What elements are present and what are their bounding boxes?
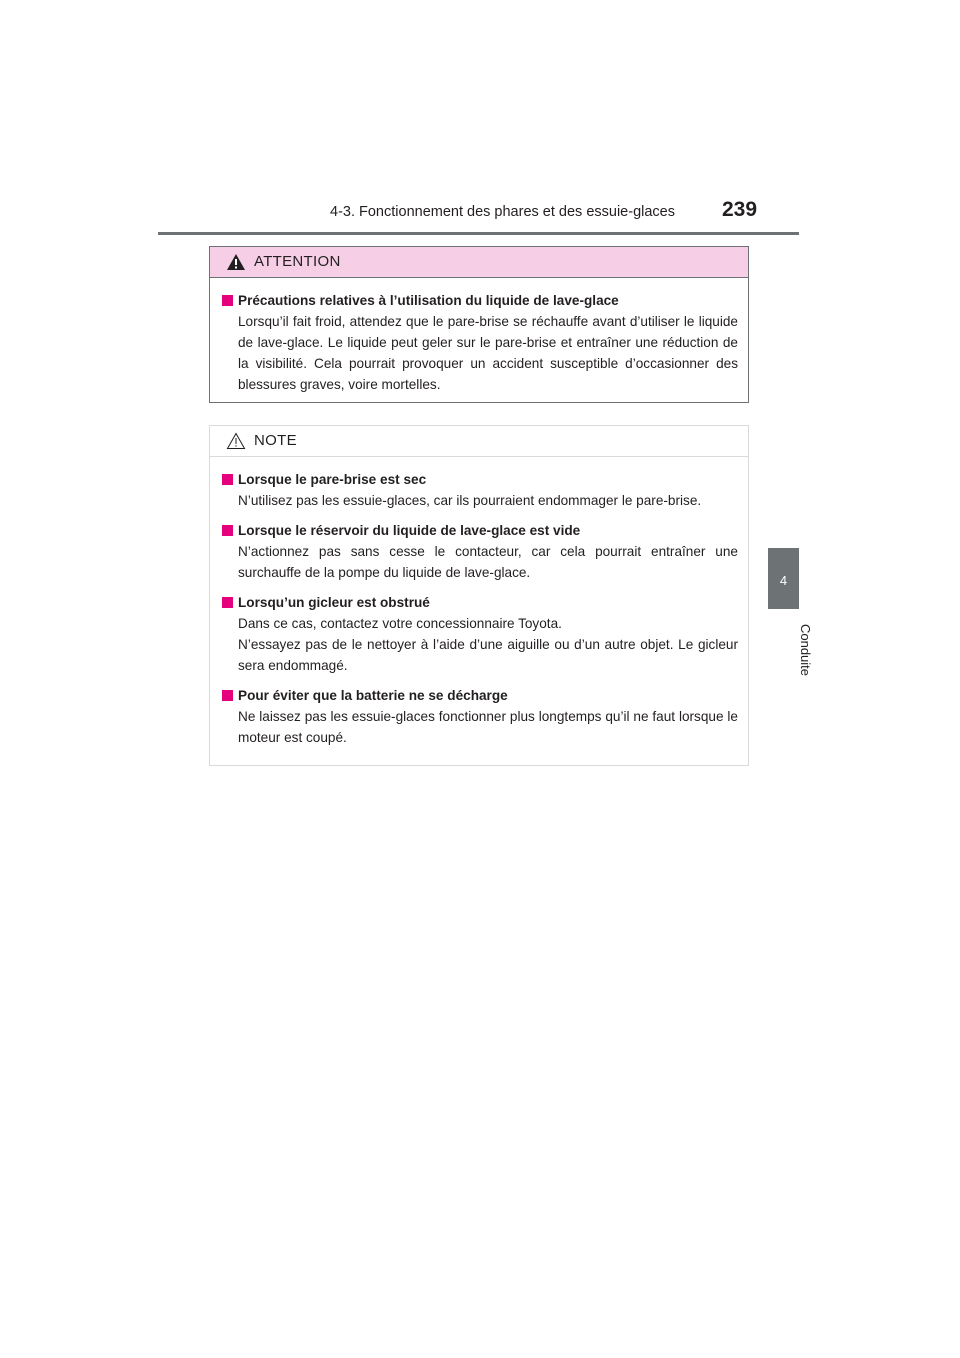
attention-header [210, 247, 748, 278]
bullet-square-icon [222, 525, 233, 536]
header-rule [158, 232, 799, 235]
note-item-title-text: Lorsque le pare-brise est sec [238, 472, 427, 487]
attention-item-title-text: Précautions relatives à l’utilisation du liquide de lave-glace [238, 293, 619, 308]
note-item [220, 685, 738, 748]
bullet-square-icon [222, 474, 233, 485]
caution-outline-icon [226, 432, 246, 455]
note-header [210, 426, 748, 457]
note-item-title [220, 685, 738, 706]
warning-icon [226, 253, 246, 276]
note-item-title-text: Lorsque le réservoir du liquide de lave-glace est vide [238, 523, 581, 538]
note-item-title [220, 592, 738, 613]
note-box [209, 425, 749, 766]
chapter-number: 4 [779, 573, 788, 588]
bullet-square-icon [222, 690, 233, 701]
bullet-square-icon [222, 597, 233, 608]
note-item-title [220, 469, 738, 490]
section-title: 4-3. Fonctionnement des phares et des essuie-glaces [330, 204, 675, 220]
note-item-text: N’actionnez pas sans cesse le contacteur, car cela pourrait entraîner une surchauffe de la pompe du liquide de lave-glace. [238, 544, 738, 580]
chapter-label: Conduite [798, 623, 813, 677]
chapter-label-wrap [770, 620, 813, 680]
note-item [220, 469, 738, 511]
note-item-text: N’essayez pas de le nettoyer à l’aide d’une aiguille ou d’un autre objet. Le gicleur sera endommagé. [238, 637, 738, 673]
attention-item-text: Lorsqu’il fait froid, attendez que le pare-brise se réchauffe avant d’utiliser le liquide de lave-glace. Le liquide peut geler sur le pare-brise et entraîner une réduction de la visibilité. Cela pourrait provoquer un accident susceptible d’occasionner des blessures graves, voire mortelles. [238, 314, 738, 392]
note-item [220, 592, 738, 676]
note-label: NOTE [254, 432, 297, 449]
note-item-text: Ne laissez pas les essuie-glaces fonctionner plus longtemps qu’il ne faut lorsque le moteur est coupé. [238, 709, 738, 745]
page-number: 239 [722, 198, 758, 221]
note-item-title-text: Pour éviter que la batterie ne se décharge [238, 688, 508, 703]
attention-item [220, 290, 738, 395]
note-item [220, 520, 738, 583]
note-item-text: Dans ce cas, contactez votre concessionnaire Toyota. [238, 616, 562, 631]
note-item-title-text: Lorsqu’un gicleur est obstrué [238, 595, 430, 610]
note-item-text: N’utilisez pas les essuie-glaces, car ils pourraient endommager le pare-brise. [238, 493, 702, 508]
bullet-square-icon [222, 295, 233, 306]
attention-item-title [220, 290, 738, 311]
attention-box [209, 246, 749, 403]
note-item-title [220, 520, 738, 541]
attention-label: ATTENTION [254, 253, 341, 270]
